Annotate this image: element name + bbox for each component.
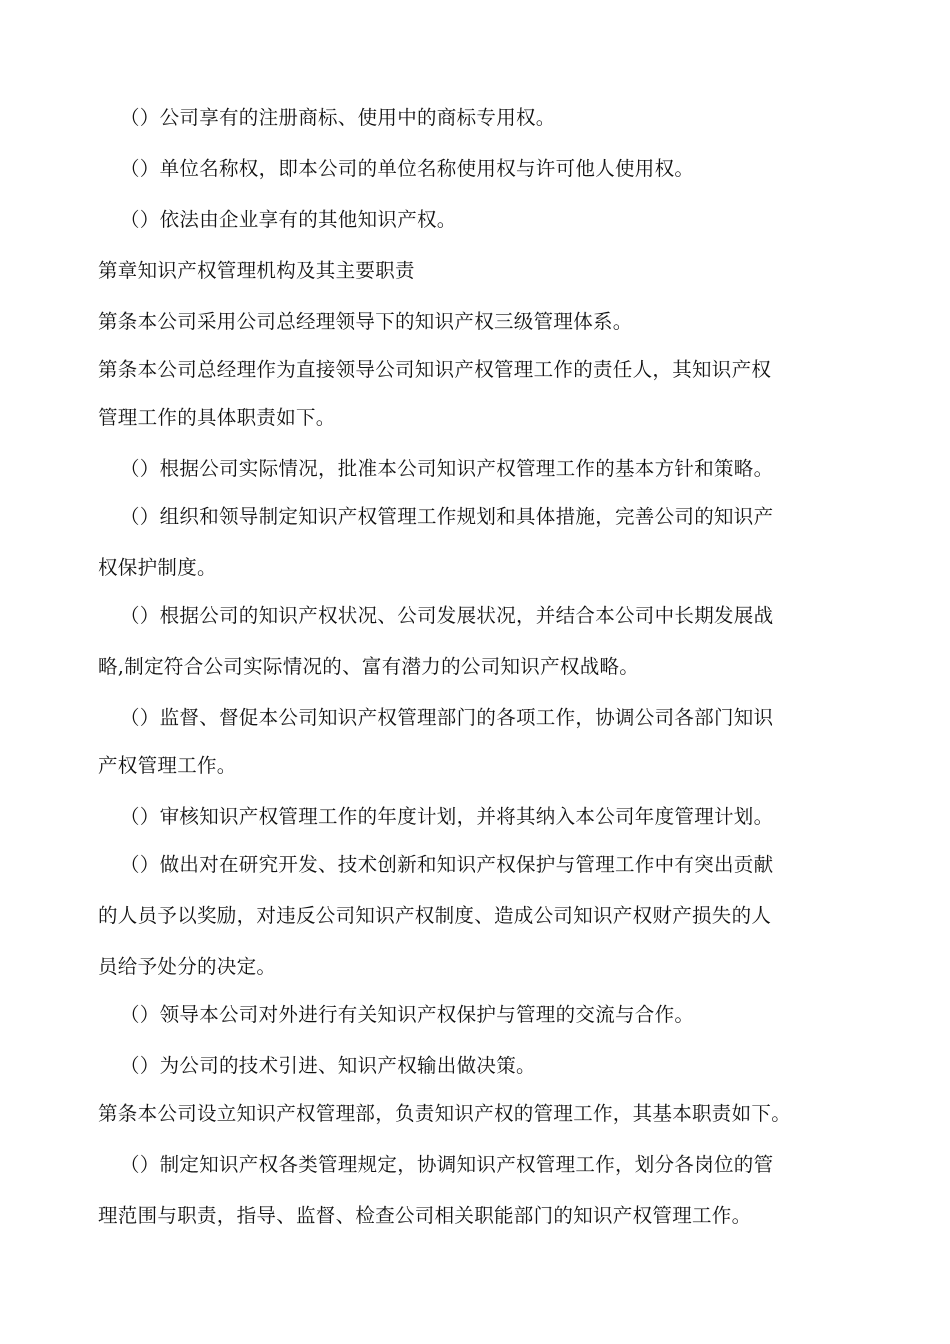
paragraph-line-continued: 产权管理工作。 — [98, 754, 237, 777]
paragraph-line: （）组织和领导制定知识产权管理工作规划和具体措施，完善公司的知识产 — [120, 505, 774, 528]
paragraph-line-continued: 略,制定符合公司实际情况的、富有潜力的公司知识产权战略。 — [98, 655, 640, 678]
article-line: 第条本公司设立知识产权管理部，负责知识产权的管理工作，其基本职责如下。 — [98, 1102, 792, 1125]
paragraph-line: （）公司享有的注册商标、使用中的商标专用权。 — [120, 106, 556, 129]
paragraph-line: （）根据公司实际情况，批准本公司知识产权管理工作的基本方针和策略。 — [120, 457, 774, 480]
paragraph-line: （）监督、督促本公司知识产权管理部门的各项工作，协调公司各部门知识 — [120, 706, 774, 729]
article-line: 第条本公司总经理作为直接领导公司知识产权管理工作的责任人，其知识产权 — [98, 358, 772, 381]
paragraph-line-continued: 权保护制度。 — [98, 556, 217, 579]
paragraph-line: （）审核知识产权管理工作的年度计划，并将其纳入本公司年度管理计划。 — [120, 805, 774, 828]
paragraph-line: （）依法由企业享有的其他知识产权。 — [120, 208, 457, 231]
article-line-continued: 管理工作的具体职责如下。 — [98, 406, 336, 429]
paragraph-line: （）为公司的技术引进、知识产权输出做决策。 — [120, 1054, 536, 1077]
paragraph-line: （）制定知识产权各类管理规定，协调知识产权管理工作，划分各岗位的管 — [120, 1153, 774, 1176]
paragraph-line: （）领导本公司对外进行有关知识产权保护与管理的交流与合作。 — [120, 1003, 695, 1026]
paragraph-line: （）单位名称权，即本公司的单位名称使用权与许可他人使用权。 — [120, 157, 695, 180]
paragraph-line: （）做出对在研究开发、技术创新和知识产权保护与管理工作中有突出贡献 — [120, 853, 774, 876]
article-line: 第条本公司采用公司总经理领导下的知识产权三级管理体系。 — [98, 310, 633, 333]
paragraph-line-continued: 的人员予以奖励，对违反公司知识产权制度、造成公司知识产权财产损失的人 — [98, 904, 772, 927]
chapter-heading: 第章知识产权管理机构及其主要职责 — [98, 259, 415, 282]
paragraph-line-continued: 员给予处分的决定。 — [98, 955, 277, 978]
paragraph-line: （）根据公司的知识产权状况、公司发展状况，并结合本公司中长期发展战 — [120, 604, 774, 627]
paragraph-line-continued: 理范围与职责，指导、监督、检查公司相关职能部门的知识产权管理工作。 — [98, 1204, 752, 1227]
